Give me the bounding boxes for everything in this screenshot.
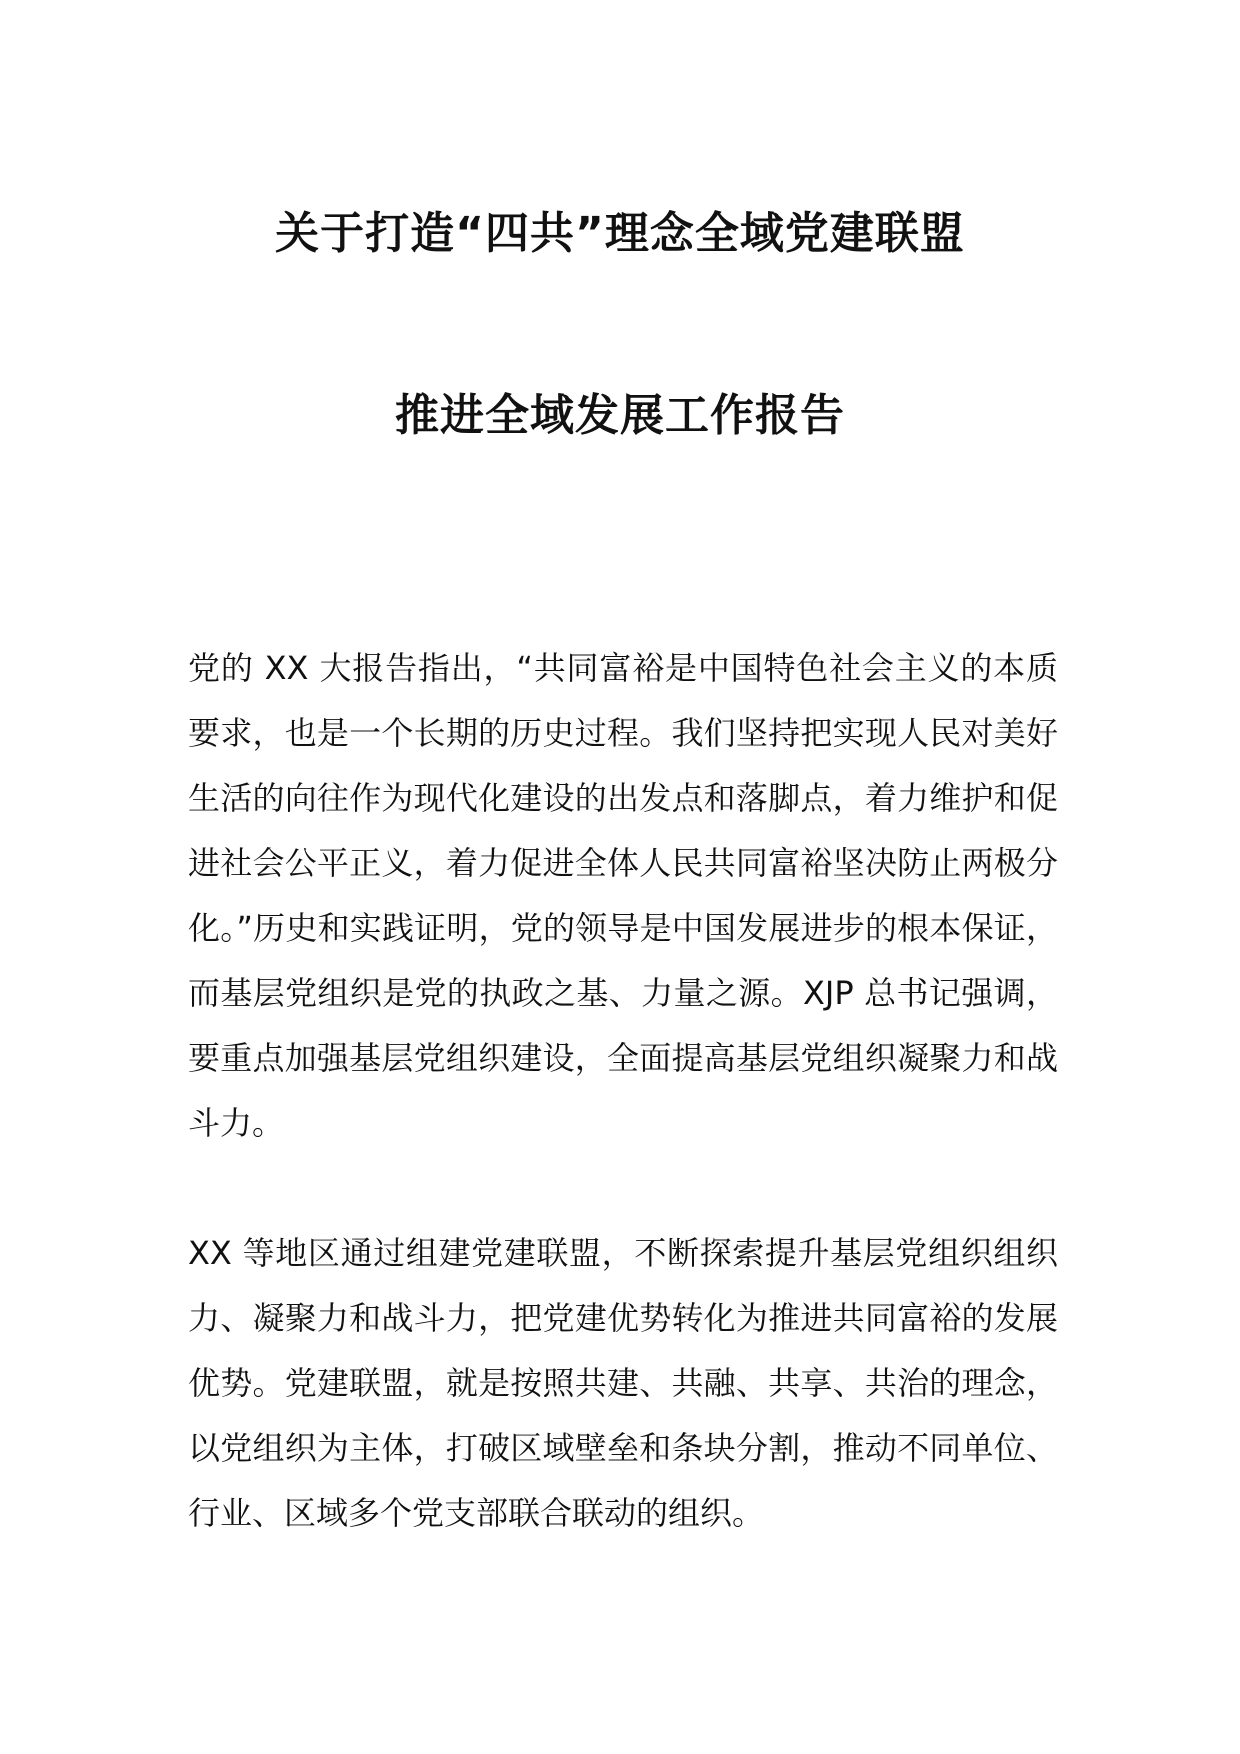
document-title-line-2: 推进全域发展工作报告 bbox=[395, 390, 845, 441]
body-paragraph-1: 党的 XX 大报告指出，“共同富裕是中国特色社会主义的本质要求，也是一个长期的历史过程。我们坚持把实现人民对美好生活的向往作为现代化建设的出发点和落脚点，着力维护和促进社会公平正义，着力促进全体人民共同富裕坚决防止两极分化。”历史和实践证明，党的领导是中国发展进步的根本保证，而基层党组织是党的执政之基、力量之源。XJP 总书记强调，要重点加强基层党组织建设，全面提高基层党组织凝聚力和战斗力。 bbox=[188, 649, 1058, 1142]
document-title-line-1: 关于打造“四共”理念全域党建联盟 bbox=[275, 208, 965, 259]
body-paragraph-2: XX 等地区通过组建党建联盟，不断探索提升基层党组织组织力、凝聚力和战斗力，把党建优势转化为推进共同富裕的发展优势。党建联盟，就是按照共建、共融、共享、共治的理念，以党组织为主体，打破区域壁垒和条块分割，推动不同单位、行业、区域多个党支部联合联动的组织。 bbox=[188, 1234, 1058, 1532]
